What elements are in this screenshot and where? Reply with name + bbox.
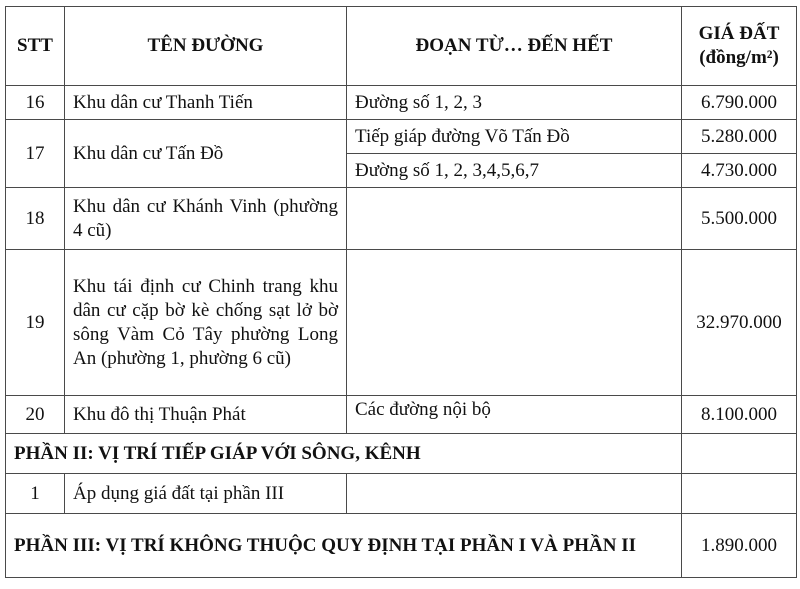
table-row xyxy=(6,86,797,120)
street-name-cell: Khu tái định cư Chinh trang khu dân cư cặp bờ kè chống sạt lở bờ sông Vàm Cỏ Tây phường Long An (phường 1, phường 6 cũ) xyxy=(65,250,347,396)
table-row xyxy=(6,250,797,396)
segment-cell: Đường số 1, 2, 3,4,5,6,7 xyxy=(347,154,682,188)
header-price xyxy=(682,7,797,86)
segment-cell xyxy=(347,188,682,250)
table-row xyxy=(6,396,797,434)
price-cell xyxy=(682,474,797,514)
segment-cell: Đường số 1, 2, 3 xyxy=(347,86,682,120)
stt-cell: 19 xyxy=(6,250,65,396)
section-3-title: PHẦN III: VỊ TRÍ KHÔNG THUỘC QUY ĐỊNH TẠI PHẦN I VÀ PHẦN II xyxy=(6,514,682,578)
price-cell: 4.730.000 xyxy=(682,154,797,188)
header-price-unit: (đồng/m²) xyxy=(699,47,779,68)
stt-cell: 18 xyxy=(6,188,65,250)
street-name-cell: Khu dân cư Thanh Tiến xyxy=(65,86,347,120)
header-stt: STT xyxy=(6,7,65,86)
header-row xyxy=(6,7,797,86)
section-header-row xyxy=(6,514,797,578)
price-cell: 6.790.000 xyxy=(682,86,797,120)
table-row xyxy=(6,120,797,154)
land-price-table xyxy=(5,6,797,578)
section-header-row xyxy=(6,434,797,474)
table-row xyxy=(6,188,797,250)
price-cell xyxy=(682,434,797,474)
section-2-title: PHẦN II: VỊ TRÍ TIẾP GIÁP VỚI SÔNG, KÊNH xyxy=(6,434,682,474)
price-cell: 5.500.000 xyxy=(682,188,797,250)
segment-cell: Tiếp giáp đường Võ Tấn Đồ xyxy=(347,120,682,154)
price-cell: 1.890.000 xyxy=(682,514,797,578)
price-cell: 32.970.000 xyxy=(682,250,797,396)
street-name-cell: Khu dân cư Tấn Đồ xyxy=(65,120,347,188)
header-street-name: TÊN ĐƯỜNG xyxy=(65,7,347,86)
header-segment: ĐOẠN TỪ… ĐẾN HẾT xyxy=(347,7,682,86)
segment-cell xyxy=(347,250,682,396)
table-row xyxy=(6,474,797,514)
stt-cell: 16 xyxy=(6,86,65,120)
street-name-cell: Áp dụng giá đất tại phần III xyxy=(65,474,347,514)
stt-cell: 1 xyxy=(6,474,65,514)
price-cell: 8.100.000 xyxy=(682,396,797,434)
header-price-title: GIÁ ĐẤT xyxy=(698,23,780,44)
price-cell: 5.280.000 xyxy=(682,120,797,154)
segment-cell xyxy=(347,474,682,514)
stt-cell: 20 xyxy=(6,396,65,434)
segment-cell: Các đường nội bộ xyxy=(347,396,682,434)
stt-cell: 17 xyxy=(6,120,65,188)
street-name-cell: Khu dân cư Khánh Vinh (phường 4 cũ) xyxy=(65,188,347,250)
street-name-cell: Khu đô thị Thuận Phát xyxy=(65,396,347,434)
